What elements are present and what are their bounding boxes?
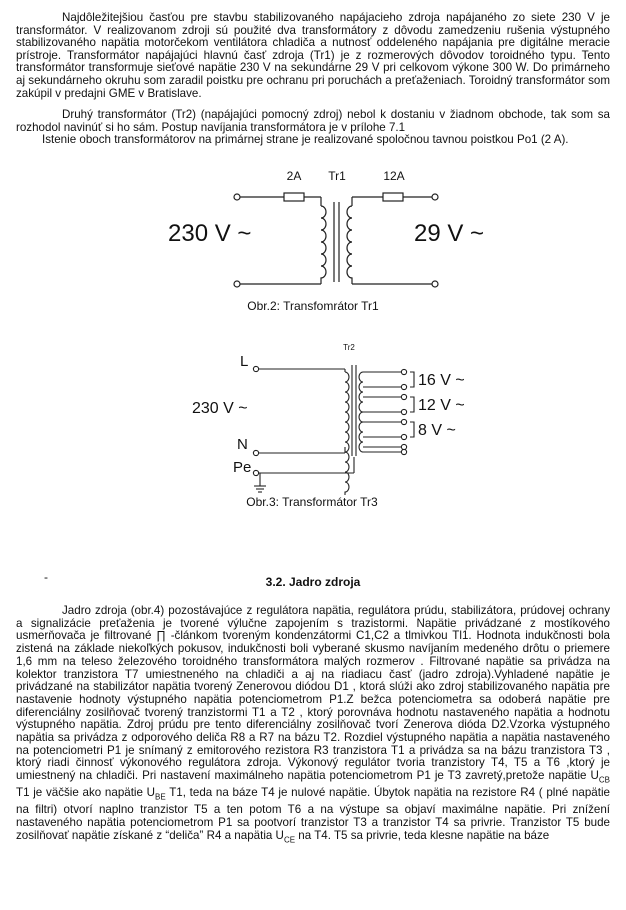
stray-dash: - — [44, 570, 48, 584]
terminal-l-label: L — [240, 353, 249, 370]
section-heading: 3.2. Jadro zdroja — [265, 575, 361, 589]
paragraph-transformer-intro: Najdôležitejšiou časťou pre stavbu stabilizovaného napájacieho zdroja napájaného zo siete 230 V je transformátor. V realizovanom zdroji sú použité dva transformátory z dôvodu zamedzeniu rušenia výstupného stabilizovaného napätia motorčekom ventilátora chladiča a nutnosť oddeleného napájania pre digitálne meracie prístroje. Transformátor napájajúci hlavnú časť zdroja (Tr1) je z rozmerových dôvodov toroidného typu. Tento transformátor transformuje sieťové napätie 230 V na sekundárne 29 V pri celkovom výkone 300 W. Do primárneho aj sekundárneho okruhu som zaradil poistku pre ochranu pri poruchách a preťaženiach. Toroidný transformátor som zakúpil v predajni GME v Bratislave. — [16, 11, 610, 100]
paragraph-second-transformer: Druhý transformátor (Tr2) (napájajúci pomocný zdroj) nebol k dostaniu v žiadnom obchode, tak som sa rozhodol navinúť si ho sám. Postup navíjania transformátora je v prílohe 7.1 — [16, 108, 610, 134]
terminal-n-label: N — [237, 436, 248, 453]
fuse-12a-label: 12A — [383, 169, 405, 183]
tr2-primary-voltage: 230 V ~ — [192, 400, 248, 417]
output-12v-label: 12 V ~ — [418, 397, 465, 414]
fuse-2a-label: 2A — [286, 169, 302, 183]
figure-tr2-caption: Obr.3: Transformátor Tr3 — [246, 495, 378, 509]
paragraph-fuse: Istenie oboch transformátorov na primárnej strane je realizované spoločnou tavnou poistkou Po1 (2 A). — [42, 133, 569, 146]
terminal-pe-label: Pe — [233, 459, 252, 476]
output-16v-label: 16 V ~ — [418, 372, 465, 389]
tr1-secondary-voltage: 29 V ~ — [414, 220, 485, 247]
figure-tr1-caption: Obr.2: Transfomrátor Tr1 — [247, 299, 379, 313]
tr1-primary-voltage: 230 V ~ — [168, 220, 252, 247]
tr2-label: Tr2 — [343, 343, 355, 352]
tr1-label: Tr1 — [328, 169, 346, 183]
output-8v-label: 8 V ~ — [418, 422, 456, 439]
paragraph-core: Jadro zdroja (obr.4) pozostávajúce z regulátora napätia, regulátora prúdu, stabilizátora, prúdovej ochrany a signalizácie preťaženia je tvorené výlučne zapojením s trazistormi. Napätie privádzané z mostíkového usmerňovača je filtrované ∏ -článkom tvoreným kondenzátormi C1,C2 a tlmivkou Tl1. Hodnota indukčnosti bola zistená na základe niekoľkých pokusov, indukčnosti boli vyberané skusmo navíjaním medeného drôtu o priemere 1,6 mm na teleso železového toroidného transformátora malých rozmerov . Filtrované napätie sa privádza na kolektor tranzistora T7 umiestneného na chladiči a aj na riadiacu časť (jadro zdroja).Vyhladené napätie je privádzané na stabilizátor napätia tvorený Zenerovou diódou D1 , ktorá slúži ako zdroj stabilizovaného napätia pre nastavenie hodnoty výstupného napätia potenciometrom P1.Z bežca potenciometra sa odoberá napätie pre diferenciálny zosilňovač tvorený tranzistormi T1 a T2 , ktorý porovnáva hodnotu nastaveného napätia a hodnotu výstupného napätia. Zdroj prúdu pre tento diferenciálny zosilňovač tvorí Zenerova dióda D2.Vzorka výstupného napätia sa privádza z odporového deliča R8 a R7 na bázu T2. Rozdiel výstupného napätia a napätia nastaveného na potenciometri P1 je snímaný z emitorového rezistora R3 tranzistora T1 a privádza sa na bázu tranzistora T3 , ktorý riadi činnosť výkonového regulátora zdroja. Výkonový regulátor tvoria tranzistory T4, T5 a T6 ,ktorý je umiestnený na chladiči. Pri nastavení maximálneho napätia potenciometrom P1 je T3 zavretý,pretože napätie $U_{CB}$ T1 je väčšie ako napätie $U_{BE}$ T1, teda na báze T4 je nulové napätie. Úbytok napätia na rezistore R4 ( plné napätie na filtri) otvorí naplno tranzistor T5 a ten potom T6 a na výstupe sa objaví maximálne napätie. Pri znížení nastaveného napätia potenciometrom P1 sa pootvorí tranzistor T3 a tranzistor T4 sa privrie. Tranzistor T5 bude zosilňovať napätie získané z “deliča” R4 a napätia $U_{CE}$ na T4. T5 sa privrie, teda klesne napätie na báze — [16, 604, 610, 844]
